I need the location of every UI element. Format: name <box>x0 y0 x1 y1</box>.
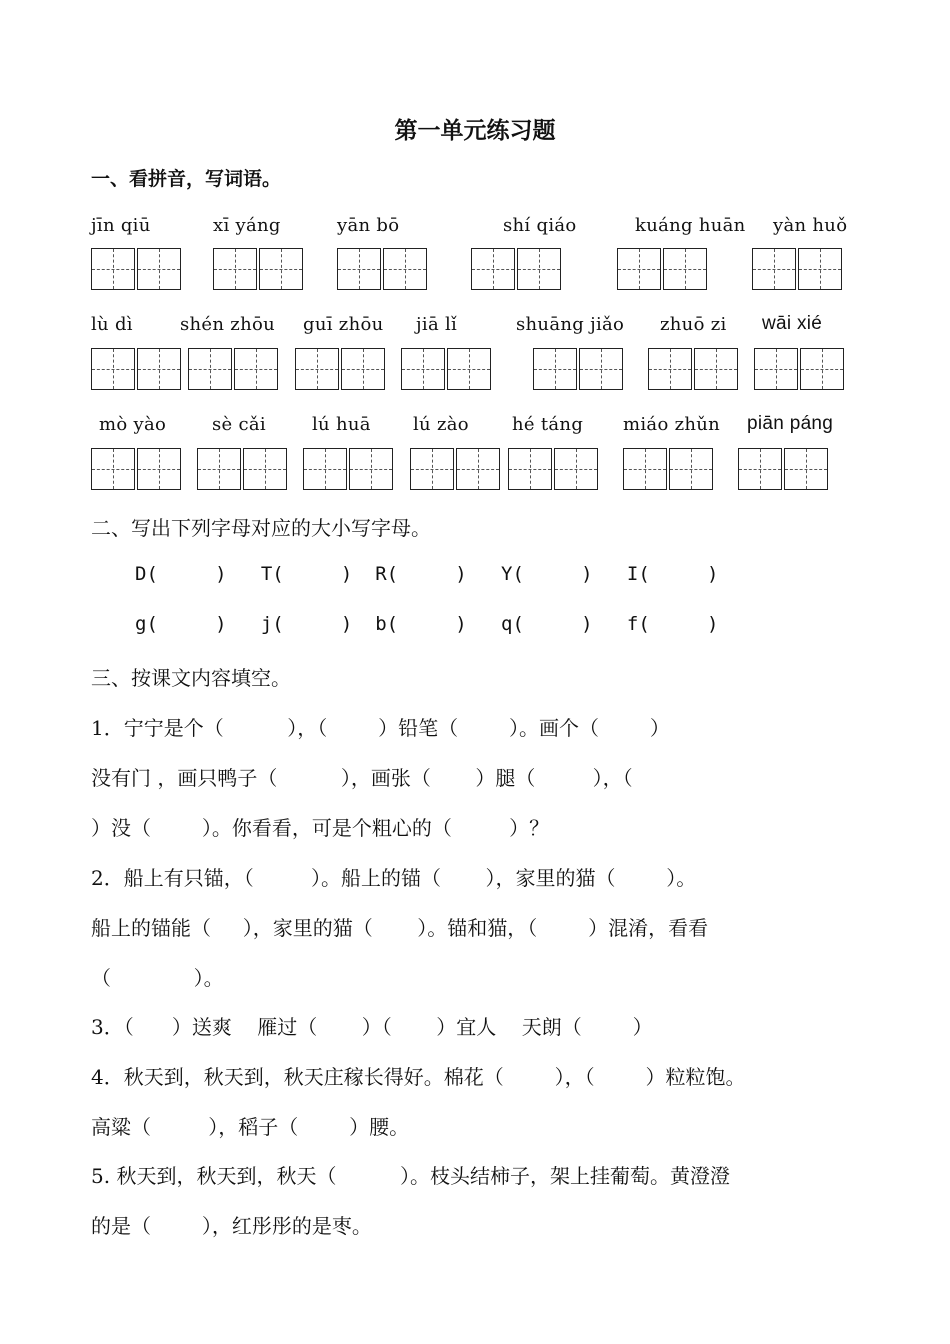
pinyin-label: hé táng <box>512 414 584 435</box>
writing-grid[interactable] <box>754 348 844 390</box>
char-box[interactable] <box>349 448 393 490</box>
char-box[interactable] <box>447 348 491 390</box>
pinyin-label: yàn huǒ <box>773 215 848 236</box>
char-box[interactable] <box>456 448 500 490</box>
section-2-heading: 二、写出下列字母对应的大小写字母。 <box>91 516 431 540</box>
writing-grid[interactable] <box>213 248 303 290</box>
writing-grid[interactable] <box>738 448 828 490</box>
pinyin-label: shuāng jiǎo <box>516 314 625 335</box>
char-box[interactable] <box>383 248 427 290</box>
char-box[interactable] <box>738 448 782 490</box>
char-box[interactable] <box>617 248 661 290</box>
char-box[interactable] <box>754 348 798 390</box>
page-title: 第一单元练习题 <box>394 118 556 144</box>
section-1-heading: 一、看拼音，写词语。 <box>91 168 282 190</box>
char-box[interactable] <box>197 448 241 490</box>
section-3-heading: 三、按课文内容填空。 <box>91 666 291 690</box>
pinyin-label: zhuō zi <box>660 314 727 335</box>
fill-blank-line[interactable]: 1．宁宁是个（ ），（ ）铅笔（ ）。画个（ ） <box>91 716 670 740</box>
char-box[interactable] <box>554 448 598 490</box>
pinyin-label: lú zào <box>413 414 469 435</box>
pinyin-label: yān bō <box>337 215 400 236</box>
pinyin-label: kuáng huān <box>635 215 746 236</box>
char-box[interactable] <box>295 348 339 390</box>
pinyin-label: piān páng <box>747 413 834 434</box>
char-box[interactable] <box>663 248 707 290</box>
char-box[interactable] <box>648 348 692 390</box>
char-box[interactable] <box>341 348 385 390</box>
writing-grid[interactable] <box>295 348 385 390</box>
writing-grid[interactable] <box>91 448 181 490</box>
fill-blank-line[interactable]: 没有门 ，画只鸭子（ ），画张（ ）腿（ ），（ <box>91 766 633 790</box>
char-box[interactable] <box>213 248 257 290</box>
char-box[interactable] <box>259 248 303 290</box>
char-box[interactable] <box>137 348 181 390</box>
char-box[interactable] <box>579 348 623 390</box>
writing-grid[interactable] <box>188 348 278 390</box>
writing-grid[interactable] <box>303 448 393 490</box>
fill-blank-line[interactable]: 2．船上有只锚，（ ）。船上的锚（ ），家里的猫（ ）。 <box>91 866 697 890</box>
char-box[interactable] <box>91 448 135 490</box>
char-box[interactable] <box>508 448 552 490</box>
char-box[interactable] <box>243 448 287 490</box>
char-box[interactable] <box>137 448 181 490</box>
writing-grid[interactable] <box>471 248 561 290</box>
writing-grid[interactable] <box>508 448 598 490</box>
writing-grid[interactable] <box>91 348 181 390</box>
char-box[interactable] <box>91 348 135 390</box>
writing-grid[interactable] <box>337 248 427 290</box>
char-box[interactable] <box>91 248 135 290</box>
char-box[interactable] <box>137 248 181 290</box>
char-box[interactable] <box>784 448 828 490</box>
pinyin-label: shén zhōu <box>180 314 276 335</box>
writing-grid[interactable] <box>401 348 491 390</box>
fill-blank-line[interactable]: 高粱（ ），稻子（ ）腰。 <box>91 1115 410 1139</box>
char-box[interactable] <box>410 448 454 490</box>
char-box[interactable] <box>401 348 445 390</box>
writing-grid[interactable] <box>91 248 181 290</box>
fill-blank-line[interactable]: 4．秋天到，秋天到，秋天庄稼长得好。棉花（ ），（ ）粒粒饱。 <box>91 1065 746 1089</box>
char-box[interactable] <box>517 248 561 290</box>
pinyin-label: mò yào <box>99 414 167 435</box>
char-box[interactable] <box>533 348 577 390</box>
char-box[interactable] <box>798 248 842 290</box>
pinyin-label: sè cǎi <box>212 414 266 435</box>
pinyin-label: guī zhōu <box>303 314 384 335</box>
char-box[interactable] <box>337 248 381 290</box>
fill-blank-line[interactable]: ）没（ ）。你看看，可是个粗心的（ ）？ <box>91 816 550 840</box>
pinyin-label: jiā lǐ <box>416 314 458 335</box>
pinyin-label: lú huā <box>312 414 371 435</box>
writing-grid[interactable] <box>648 348 738 390</box>
char-box[interactable] <box>471 248 515 290</box>
fill-blank-line[interactable]: 5. 秋天到，秋天到，秋天（ ）。枝头结柿子，架上挂葡萄。黄澄澄 <box>91 1164 731 1188</box>
pinyin-label: xī yáng <box>213 215 281 236</box>
char-box[interactable] <box>188 348 232 390</box>
pinyin-label: miáo zhǔn <box>623 414 721 435</box>
uppercase-letter-line[interactable]: D( ) T( ) R( ) Y( ) I( ) <box>135 563 719 585</box>
char-box[interactable] <box>234 348 278 390</box>
writing-grid[interactable] <box>617 248 707 290</box>
pinyin-label: shí qiáo <box>503 215 577 236</box>
writing-grid[interactable] <box>623 448 713 490</box>
fill-blank-line[interactable]: （ ）。 <box>91 966 224 990</box>
char-box[interactable] <box>669 448 713 490</box>
writing-grid[interactable] <box>197 448 287 490</box>
char-box[interactable] <box>800 348 844 390</box>
pinyin-label: jīn qiū <box>91 215 151 236</box>
writing-grid[interactable] <box>410 448 500 490</box>
pinyin-label: wāi xié <box>762 313 823 334</box>
writing-grid[interactable] <box>533 348 623 390</box>
fill-blank-line[interactable]: 的是（ ），红彤彤的是枣。 <box>91 1214 372 1238</box>
char-box[interactable] <box>752 248 796 290</box>
lowercase-letter-line[interactable]: g( ) j( ) b( ) q( ) f( ) <box>135 613 719 635</box>
pinyin-label: lù dì <box>91 314 133 335</box>
writing-grid[interactable] <box>752 248 842 290</box>
fill-blank-line[interactable]: 3．（ ）送爽 雁过（ ）（ ）宜人 天朗（ ） <box>91 1015 653 1039</box>
char-box[interactable] <box>694 348 738 390</box>
char-box[interactable] <box>303 448 347 490</box>
char-box[interactable] <box>623 448 667 490</box>
fill-blank-line[interactable]: 船上的锚能（ ），家里的猫（ ）。锚和猫，（ ）混淆，看看 <box>91 916 709 940</box>
